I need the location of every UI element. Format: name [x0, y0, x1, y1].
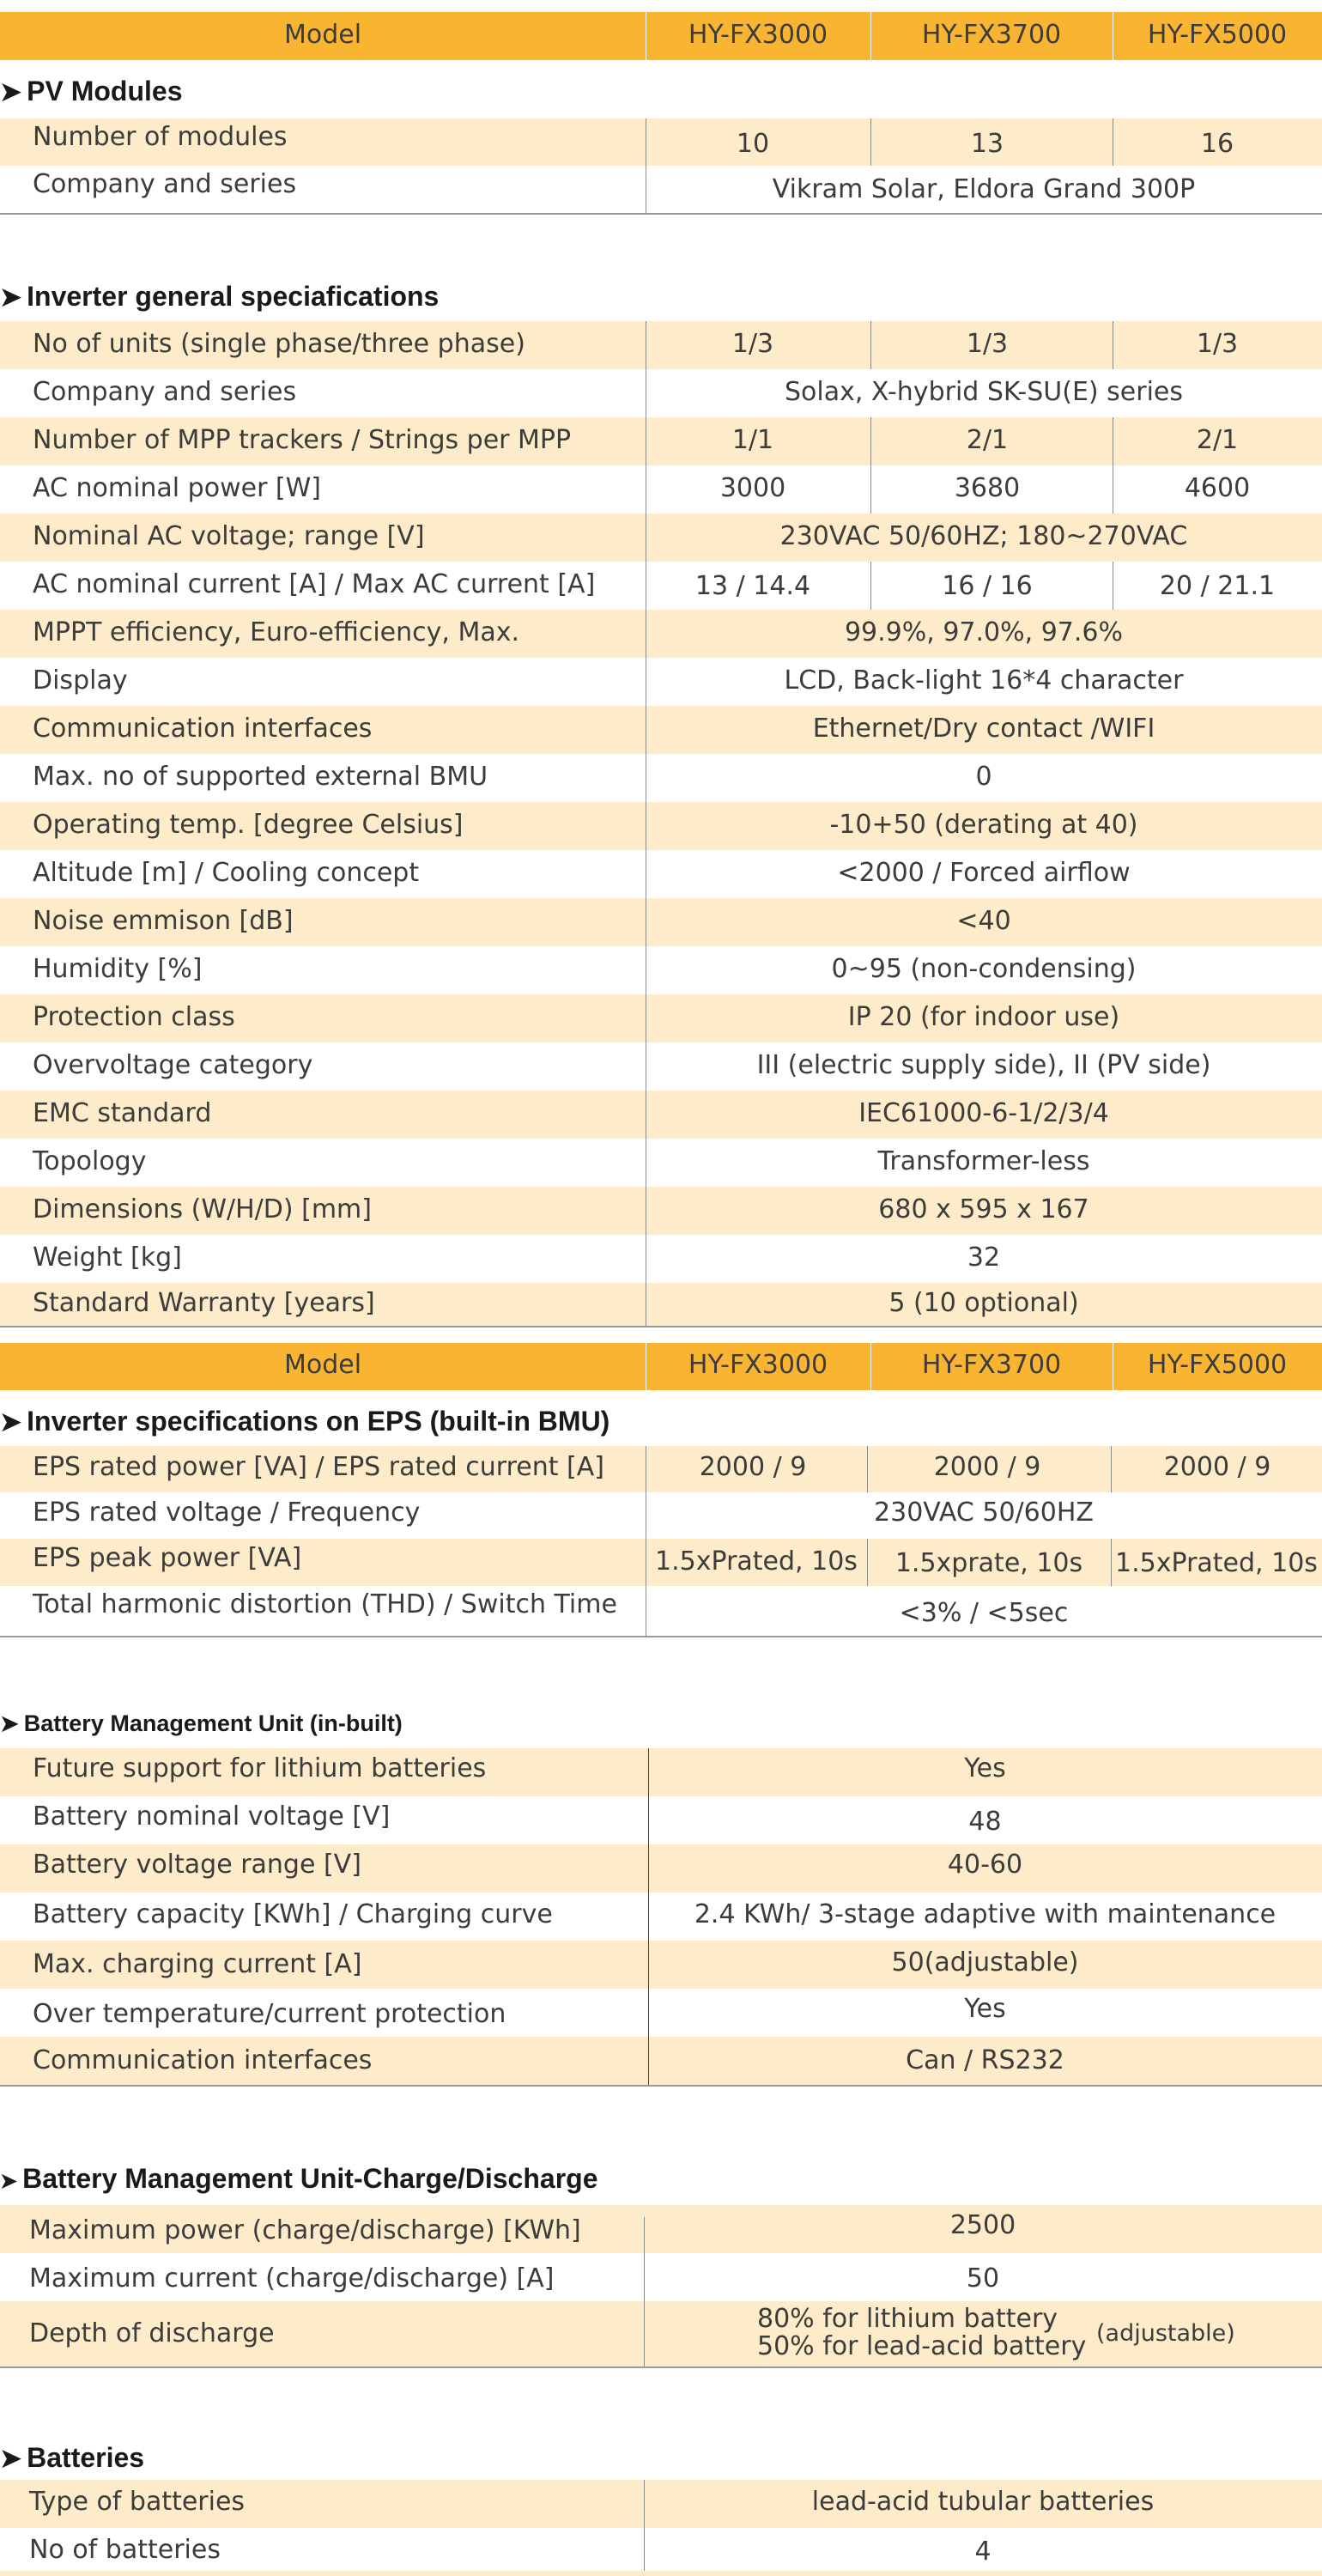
row-value: 680 x 595 x 167 [878, 1194, 1089, 1224]
row-value: -10+50 (derating at 40) [829, 810, 1138, 840]
divider [1111, 1446, 1112, 1492]
row-label: EMC standard [33, 1098, 212, 1128]
table-row [0, 2205, 1322, 2253]
table-row [0, 1796, 1322, 1844]
cell-hy-fx3000: 2000 / 9 [699, 1452, 807, 1482]
table-row [0, 417, 1322, 465]
table-row [0, 2571, 1322, 2576]
divider [867, 1539, 868, 1586]
row-value: 230VAC 50/60HZ [874, 1498, 1094, 1528]
row-value: LCD, Back-light 16*4 character [784, 665, 1184, 696]
arrow-icon: ➤ [0, 1408, 22, 1437]
cell-hy-fx3000: 1/3 [731, 329, 774, 359]
table-row [0, 1586, 1322, 1636]
row-value: Yes [964, 1994, 1006, 2024]
row-label: Topology [33, 1146, 147, 1176]
cell-hy-fx5000: 4600 [1184, 473, 1251, 503]
divider [867, 1446, 868, 1492]
table-row [0, 2301, 1322, 2366]
table-row [0, 2480, 1322, 2528]
table-row [0, 1941, 1322, 1989]
table-row [0, 1283, 1322, 1326]
divider [648, 2037, 649, 2085]
row-label: Communication interfaces [33, 714, 373, 744]
cell-hy-fx3700: 2/1 [966, 425, 1009, 455]
model-header-label: Model [283, 20, 362, 50]
table-row [0, 2037, 1322, 2085]
table-row [0, 321, 1322, 369]
cell-hy-fx3700: 16 / 16 [942, 571, 1033, 601]
model-header-hy-fx3700: HY-FX3700 [921, 20, 1062, 50]
model-header-hy-fx3000: HY-FX3000 [688, 20, 828, 50]
row-value: <3% / <5sec [899, 1598, 1069, 1628]
cell-hy-fx3700: 2000 / 9 [933, 1452, 1041, 1482]
section-title-text: Inverter specifications on EPS (built-in BMU) [27, 1406, 610, 1437]
cell-hy-fx5000: 2/1 [1196, 425, 1239, 455]
divider [648, 1941, 649, 1989]
divider [644, 2301, 645, 2366]
row-value: Ethernet/Dry contact /WIFI [812, 714, 1155, 744]
row-value: 0~95 (non-condensing) [831, 954, 1137, 984]
row-label: Future support for lithium batteries [33, 1753, 487, 1783]
cell-hy-fx3000: 10 [736, 129, 770, 159]
arrow-icon: ➤ [0, 78, 22, 106]
divider [870, 118, 871, 166]
section-title-text: PV Modules [27, 76, 183, 106]
section-bottom-rule [0, 1326, 1322, 1327]
row-value: Transformer-less [877, 1146, 1090, 1176]
cell-hy-fx3000: 13 / 14.4 [694, 571, 811, 601]
model-header-hy-fx3700: HY-FX3700 [921, 1350, 1062, 1380]
table-row [0, 1187, 1322, 1235]
section-title-inverter-general [0, 281, 439, 313]
model-header-label: Model [283, 1350, 362, 1380]
table-row [0, 754, 1322, 802]
row-value: III (electric supply side), II (PV side) [756, 1050, 1211, 1080]
row-label: Max. no of supported external BMU [33, 762, 488, 792]
table-row [0, 166, 1322, 213]
table-row [0, 1492, 1322, 1539]
row-value: Can / RS232 [906, 2045, 1064, 2075]
row-label: Company and series [33, 377, 297, 407]
row-label: Maximum power (charge/discharge) [KWh] [29, 2215, 581, 2245]
divider [870, 1343, 871, 1390]
section-title-text: Inverter general speciafications [27, 281, 440, 312]
row-value: 0 [975, 762, 992, 792]
row-label: AC nominal current [A] / Max AC current [A] [33, 569, 596, 599]
table-row [0, 898, 1322, 946]
table-row [0, 2253, 1322, 2301]
divider [870, 417, 871, 465]
section-title-text: Battery Management Unit (in-built) [23, 1710, 403, 1736]
cell-hy-fx5000: 20 / 21.1 [1159, 571, 1276, 601]
table-row [0, 562, 1322, 610]
section-title-batteries [0, 2442, 144, 2474]
table-row [0, 994, 1322, 1042]
dod-lithium-line: 80% for lithium battery [757, 2304, 1058, 2334]
table-row [0, 1091, 1322, 1139]
row-label: Depth of discharge [29, 2318, 275, 2348]
cell-hy-fx5000: 1.5xPrated, 10s [1115, 1548, 1318, 1578]
table-row [0, 1042, 1322, 1091]
divider [648, 1893, 649, 1941]
table-row [0, 2528, 1322, 2576]
row-value: 2.4 KWh/ 3-stage adaptive with maintenance [694, 1899, 1277, 1929]
row-label: EPS rated voltage / Frequency [33, 1498, 421, 1528]
row-label: Standard Warranty [years] [33, 1288, 375, 1318]
section-title-text: Batteries [27, 2442, 145, 2473]
table-row [0, 1844, 1322, 1893]
row-value: 99.9%, 97.0%, 97.6% [844, 617, 1124, 647]
row-label: Type of batteries [29, 2487, 246, 2517]
table-row [0, 610, 1322, 658]
row-value: Yes [964, 1753, 1006, 1783]
row-label: Battery nominal voltage [V] [33, 1801, 391, 1832]
row-label: AC nominal power [W] [33, 473, 322, 503]
divider [648, 1748, 649, 1796]
row-value: <40 [956, 906, 1011, 936]
row-label: Humidity [%] [33, 954, 203, 984]
divider [648, 1844, 649, 1893]
section-title-pv-modules [0, 76, 183, 107]
row-value: lead-acid tubular batteries [811, 2487, 1155, 2517]
table-row [0, 706, 1322, 754]
cell-hy-fx3700: 1/3 [966, 329, 1009, 359]
row-label: Overvoltage category [33, 1050, 313, 1080]
row-label: Company and series [33, 169, 297, 199]
model-header-hy-fx5000: HY-FX5000 [1147, 20, 1288, 50]
cell-hy-fx3000: 1.5xPrated, 10s [655, 1546, 858, 1577]
divider [870, 12, 871, 60]
arrow-icon: ➤ [0, 283, 22, 312]
row-label: Number of MPP trackers / Strings per MPP [33, 425, 572, 455]
model-header-hy-fx5000: HY-FX5000 [1147, 1350, 1288, 1380]
divider [870, 465, 871, 513]
row-value: 48 [968, 1807, 1002, 1837]
row-label: Maximum current (charge/discharge) [A] [29, 2263, 555, 2293]
row-label: Max. charging current [A] [33, 1949, 362, 1979]
cell-hy-fx3000: 1/1 [731, 425, 774, 455]
table-row [0, 118, 1322, 166]
row-label: Noise emmison [dB] [33, 906, 294, 936]
row-label: Altitude [m] / Cooling concept [33, 858, 420, 888]
section-bottom-rule [0, 2085, 1322, 2087]
divider [644, 2253, 645, 2301]
row-label: Communication interfaces [33, 2045, 373, 2075]
model-header-hy-fx3000: HY-FX3000 [688, 1350, 828, 1380]
table-row [0, 658, 1322, 706]
section-title-text: Battery Management Unit-Charge/Discharge [22, 2163, 598, 2194]
table-row [0, 1748, 1322, 1796]
divider [644, 2217, 645, 2253]
row-label: No of units (single phase/three phase) [33, 329, 525, 359]
model-header-row [0, 1343, 1322, 1390]
row-label: EPS peak power [VA] [33, 1543, 302, 1573]
arrow-icon: ➤ [0, 2170, 18, 2193]
row-label: Protection class [33, 1002, 235, 1032]
row-value: <2000 / Forced airflow [837, 858, 1131, 888]
row-value: 50 [966, 2263, 1000, 2293]
cell-hy-fx3700: 13 [970, 129, 1004, 159]
table-row [0, 1446, 1322, 1492]
section-bottom-rule [0, 213, 1322, 215]
table-row [0, 1893, 1322, 1941]
row-label: Nominal AC voltage; range [V] [33, 521, 425, 551]
row-label: Over temperature/current protection [33, 1999, 506, 2029]
divider [644, 2528, 645, 2571]
row-value: Solax, X-hybrid SK-SU(E) series [784, 377, 1184, 407]
cell-hy-fx3700: 3680 [954, 473, 1021, 503]
cell-hy-fx5000: 16 [1200, 129, 1234, 159]
row-label: Battery voltage range [V] [33, 1850, 361, 1880]
section-title-eps [0, 1406, 609, 1437]
arrow-icon: ➤ [0, 1710, 19, 1736]
table-row [0, 369, 1322, 417]
row-value: Vikram Solar, Eldora Grand 300P [772, 174, 1196, 204]
row-label: No of batteries [29, 2535, 221, 2565]
divider [648, 1989, 649, 2037]
divider [644, 2480, 645, 2528]
divider [870, 321, 871, 369]
divider [870, 562, 871, 610]
cell-hy-fx5000: 2000 / 9 [1163, 1452, 1271, 1482]
row-label: Operating temp. [degree Celsius] [33, 810, 464, 840]
row-value: 32 [967, 1242, 1001, 1273]
row-value: 230VAC 50/60HZ; 180~270VAC [779, 521, 1188, 551]
row-value: 5 (10 optional) [888, 1288, 1079, 1318]
table-row [0, 850, 1322, 898]
row-value: 2500 [949, 2210, 1016, 2240]
row-value: 4 [974, 2537, 992, 2567]
model-header-row [0, 12, 1322, 60]
row-value: 50(adjustable) [891, 1947, 1079, 1978]
row-value: IEC61000-6-1/2/3/4 [858, 1098, 1109, 1128]
row-label: Battery capacity [KWh] / Charging curve [33, 1899, 553, 1929]
arrow-icon: ➤ [0, 2445, 22, 2473]
table-row [0, 802, 1322, 850]
section-title-bmu [0, 1710, 403, 1737]
table-row [0, 513, 1322, 562]
divider [648, 1796, 649, 1844]
row-label: Weight [kg] [33, 1242, 182, 1273]
row-label: EPS rated power [VA] / EPS rated current [A] [33, 1452, 604, 1482]
divider [1111, 1539, 1112, 1586]
row-label: Dimensions (W/H/D) [mm] [33, 1194, 372, 1224]
cell-hy-fx5000: 1/3 [1196, 329, 1239, 359]
row-label: Display [33, 665, 128, 696]
row-label: Number of modules [33, 122, 288, 152]
section-bottom-rule [0, 2366, 1322, 2368]
row-value: 40-60 [947, 1850, 1023, 1880]
cell-hy-fx3000: 3000 [719, 473, 786, 503]
section-title-charge-discharge [0, 2163, 597, 2195]
row-label: MPPT efficiency, Euro-efficiency, Max. [33, 617, 520, 647]
dod-lead-acid-line: 50% for lead-acid battery [757, 2331, 1087, 2361]
table-row [0, 1989, 1322, 2037]
table-row [0, 946, 1322, 994]
row-value: IP 20 (for indoor use) [847, 1002, 1120, 1032]
cell-hy-fx3700: 1.5xprate, 10s [894, 1548, 1083, 1578]
table-row [0, 465, 1322, 513]
section-bottom-rule [0, 1636, 1322, 1637]
table-row [0, 1235, 1322, 1283]
dod-note: (adjustable) [1096, 2320, 1235, 2347]
table-row [0, 1539, 1322, 1586]
table-row [0, 1139, 1322, 1187]
row-label: Total harmonic distortion (THD) / Switch Time [33, 1589, 617, 1619]
